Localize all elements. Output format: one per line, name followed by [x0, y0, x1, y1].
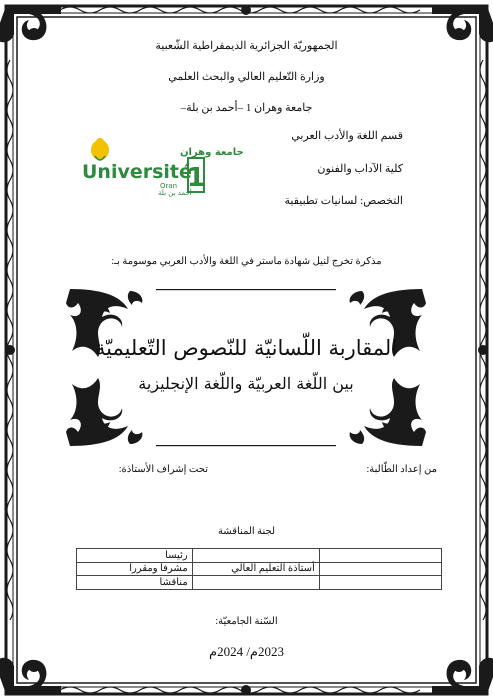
member-name-cell: [319, 562, 441, 576]
table-row: [77, 549, 442, 563]
member-name-cell: [319, 576, 441, 590]
thesis-title: المقاربة اللّسانيّة للنّصوص التّعليميّة: [94, 336, 398, 360]
thesis-subtitle: بين اللّغة العربيّة واللّغة الإنجليزية: [138, 374, 354, 393]
member-name-cell: [319, 549, 441, 563]
corner-ornament-top-left: [0, 6, 61, 42]
member-role-cell: مناقشا: [77, 576, 193, 590]
academic-year-value: 2023م/ 2024م: [209, 644, 284, 659]
supervisor-label: تحت إشراف الأستاذة:: [118, 464, 208, 475]
logo-person: أحمد بن بلة: [158, 189, 192, 197]
member-role-cell: رئيسا: [77, 549, 193, 563]
logo-city: Oran: [160, 182, 178, 190]
specialty-line: التخصص: لسانيات تطبيقية: [284, 195, 403, 207]
department-line: قسم اللغة والأدب العربي: [291, 130, 403, 142]
committee-table: [76, 548, 442, 590]
corner-ornament-bottom-right: [432, 658, 493, 694]
bird-icon: [91, 138, 109, 160]
university-logo: [78, 134, 244, 197]
member-rank-cell: [192, 576, 319, 590]
member-rank-cell: أستاذة التعليم العالي: [192, 562, 319, 576]
university-line: جامعة وهران 1 –أحمد بن بلة–: [180, 102, 313, 114]
corner-ornament-bottom-left: [0, 658, 61, 694]
logo-french-name: Université: [82, 161, 192, 183]
republic-line: الجمهوريّة الجزائرية الديمقراطية الشّعبية: [155, 40, 338, 52]
member-role-cell: مشرفا ومقررا: [77, 562, 193, 576]
academic-year-label: السّنة الجامعيّة:: [215, 616, 278, 627]
member-rank-cell: [192, 549, 319, 563]
table-row: [77, 562, 442, 576]
table-row: [77, 576, 442, 590]
committee-heading: لجنة المناقشة: [217, 526, 276, 537]
corner-ornament-top-right: [432, 6, 493, 42]
title-ornament-frame: [66, 285, 426, 450]
ministry-line: وزارة التّعليم العالي والبحث العلمي: [168, 71, 325, 83]
student-label: من إعداد الطّالبة:: [366, 464, 437, 475]
logo-arabic-name: جامعة وهران: [180, 147, 244, 158]
thesis-intro: مذكرة تخرج لنيل شهادة ماستر في اللغة والأدب العربي موسومة بـ:: [111, 256, 382, 267]
logo-number: 1: [186, 163, 206, 193]
faculty-line: كلية الآداب والفنون: [317, 163, 403, 175]
